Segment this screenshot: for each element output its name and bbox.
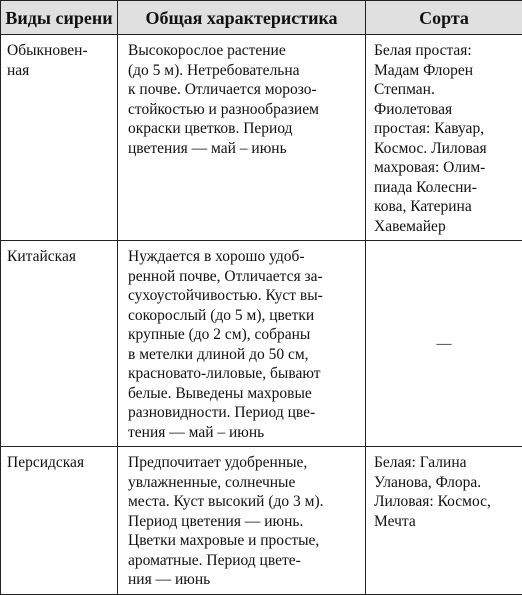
header-kind: Виды сирени — [1, 1, 118, 35]
varieties-text: Белая простая: Мадам Флорен Степман. Фиолетовая простая: Кавуар, Космос. Лиловая махровая: Олим- пиада Колесни- кова, Катерина Хавемайер — [366, 35, 522, 240]
cell-varieties — [366, 241, 522, 447]
table-row — [1, 241, 522, 447]
table-row — [1, 35, 522, 241]
cell-kind — [1, 35, 118, 241]
cell-description — [118, 241, 366, 447]
description-text: Нуждается в хорошо удоб- ренной почве, Отличается за- сухоустойчивостью. Куст вы- сокорослый (до 5 м), цветки крупные (до 2 см), собраны в метелки длиной до 50 см, красновато-лиловые, бывают белые. Выведены махровые разновидности. Период цве- тения — май – июнь — [118, 241, 365, 446]
header-row — [1, 1, 522, 35]
varieties-text: Белая: Галина Уланова, Флора. Лиловая: Космос, Мечта — [366, 447, 522, 535]
cell-description — [118, 447, 366, 595]
kind-text: Обыкновен- ная — [1, 35, 117, 84]
varieties-text: — — [437, 336, 452, 353]
description-text: Высокорослое растение (до 5 м). Нетребовательна к почве. Отличается морозо- стойкостью и разнообразием окраски цветков. Период цветения — май – июнь — [118, 35, 365, 162]
cell-kind — [1, 241, 118, 447]
cell-description — [118, 35, 366, 241]
header-description: Общая характеристика — [118, 1, 366, 35]
cell-kind — [1, 447, 118, 595]
cell-varieties — [366, 35, 522, 241]
header-varieties: Сорта — [366, 1, 522, 35]
kind-text: Китайская — [1, 241, 117, 271]
cell-varieties — [366, 447, 522, 595]
description-text: Предпочитает удобренные, увлажненные, солнечные места. Куст высокий (до 3 м). Период цветения — июнь. Цветки махровые и простые, ароматные. Период цвете- ния — июнь — [118, 447, 365, 594]
table-row — [1, 447, 522, 595]
kind-text: Персидская — [1, 447, 117, 477]
